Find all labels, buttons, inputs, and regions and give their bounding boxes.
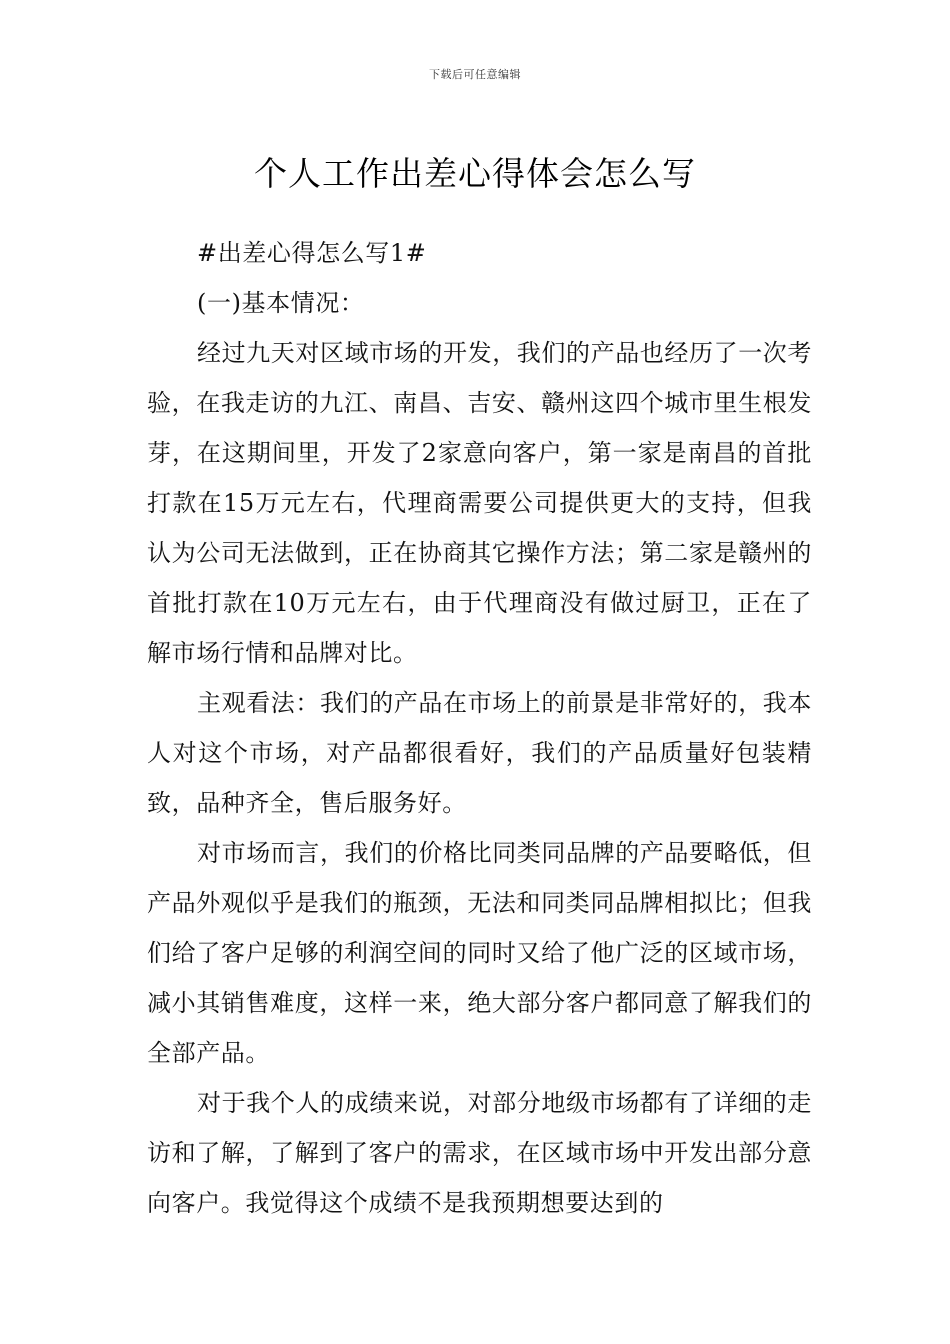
body-paragraph: 对市场而言，我们的价格比同类同品牌的产品要略低，但产品外观似乎是我们的瓶颈，无法和同类同品牌相拟比；但我们给了客户足够的利润空间的同时又给了他广泛的区域市场，减小其销售难度，这样一来，绝大部分客户都同意了解我们的全部产品。 xyxy=(147,839,812,1067)
body-paragraph: 对于我个人的成绩来说，对部分地级市场都有了详细的走访和了解，了解到了客户的需求，在区域市场中开发出部分意向客户。我觉得这个成绩不是我预期想要达到的 xyxy=(147,1089,812,1217)
header-note: 下载后可任意编辑 xyxy=(429,68,521,81)
document-title: 个人工作出差心得体会怎么写 xyxy=(254,154,696,194)
body-paragraph: 经过九天对区域市场的开发，我们的产品也经历了一次考验，在我走访的九江、南昌、吉安、赣州这四个城市里生根发芽，在这期间里，开发了2家意向客户，第一家是南昌的首批打款在15万元左右，代理商需要公司提供更大的支持，但我认为公司无法做到，正在协商其它操作方法；第二家是赣州的首批打款在10万元左右，由于代理商没有做过厨卫，正在了解市场行情和品牌对比。 xyxy=(147,339,812,667)
section-heading: #出差心得怎么写1# xyxy=(197,239,427,267)
subsection-heading: (一)基本情况： xyxy=(197,289,365,317)
body-paragraph: 主观看法：我们的产品在市场上的前景是非常好的，我本人对这个市场，对产品都很看好，我们的产品质量好包装精致，品种齐全，售后服务好。 xyxy=(147,689,812,817)
document-body xyxy=(147,228,812,1228)
